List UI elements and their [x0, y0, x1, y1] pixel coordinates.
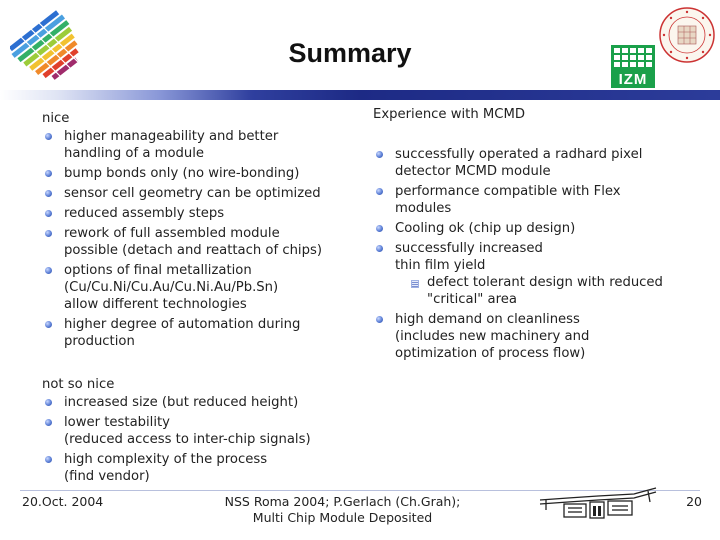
bullet-icon — [45, 230, 52, 237]
list-item-text: sensor cell geometry can be optimized — [64, 186, 321, 201]
list-item — [42, 165, 352, 182]
list-item-text: reduced assembly steps — [64, 206, 225, 221]
list-item-text: possible (detach and reattach of chips) — [64, 243, 322, 258]
list-item-text: "critical" area — [427, 292, 517, 307]
izm-grid-icon — [611, 45, 655, 71]
right-list — [373, 146, 703, 362]
izm-logo-label: IZM — [611, 71, 655, 88]
list-item-text: high complexity of the process — [64, 452, 268, 467]
list-item-text: successfully operated a radhard pixel — [395, 147, 643, 162]
footer-citation-line: Multi Chip Module Deposited — [252, 510, 433, 525]
list-item — [42, 128, 352, 162]
list-item — [373, 183, 703, 217]
left-section — [42, 110, 352, 353]
page-title: Summary — [288, 38, 412, 68]
sub-bullet-icon — [411, 280, 419, 288]
list-item — [42, 262, 352, 313]
bullet-icon — [45, 399, 52, 406]
list-item — [42, 225, 352, 259]
list-item — [373, 240, 703, 308]
list-item — [42, 394, 362, 411]
list-item-text: defect tolerant design with reduced — [427, 275, 663, 290]
right-section — [373, 106, 703, 365]
list-item — [42, 316, 352, 350]
list-item-text: (includes new machinery and — [395, 329, 590, 344]
left-list — [42, 128, 352, 350]
list-item-text: lower testability — [64, 415, 170, 430]
list-item — [373, 311, 703, 362]
list-item-text: bump bonds only (no wire-bonding) — [64, 166, 300, 181]
bullet-icon — [376, 225, 383, 232]
list-item-text: (find vendor) — [64, 469, 150, 484]
bottom-list — [42, 394, 362, 485]
list-item-text: detector MCMD module — [395, 164, 551, 179]
bottom-heading: not so nice — [42, 377, 115, 392]
bullet-icon — [45, 210, 52, 217]
list-item-text: thin film yield — [395, 258, 486, 273]
atlas-pixel-seal-icon — [658, 6, 716, 64]
list-item — [42, 205, 352, 222]
list-item-text: handling of a module — [64, 146, 205, 161]
bullet-icon — [376, 188, 383, 195]
list-item-text: higher degree of automation during — [64, 317, 301, 332]
bottom-section — [42, 376, 362, 488]
bullet-icon — [376, 151, 383, 158]
list-item — [42, 414, 362, 448]
footer-date: 20.Oct. 2004 — [22, 494, 104, 509]
footer-citation — [200, 494, 485, 526]
list-item — [42, 451, 362, 485]
list-item-text: optimization of process flow) — [395, 346, 586, 361]
footer-citation-line: NSS Roma 2004; P.Gerlach (Ch.Grah); — [224, 494, 461, 509]
list-item — [373, 146, 703, 180]
list-item-text: options of final metallization — [64, 263, 252, 278]
title-bar — [0, 90, 720, 100]
page-number: 20 — [686, 494, 702, 509]
pixel-module-sketch-icon — [538, 486, 658, 526]
bullet-icon — [376, 316, 383, 323]
sub-list — [395, 274, 703, 308]
list-item-text: (Cu/Cu.Ni/Cu.Au/Cu.Ni.Au/Pb.Sn) — [64, 280, 279, 295]
bullet-icon — [45, 267, 52, 274]
list-item — [42, 185, 352, 202]
izm-logo — [611, 45, 655, 88]
bullet-icon — [45, 190, 52, 197]
list-item-text: production — [64, 334, 135, 349]
bullet-icon — [45, 133, 52, 140]
bullet-icon — [45, 170, 52, 177]
list-item — [373, 220, 703, 237]
list-item-text: high demand on cleanliness — [395, 312, 580, 327]
list-item-text: higher manageability and better — [64, 129, 279, 144]
sub-list-item — [395, 274, 703, 308]
bullet-icon — [376, 245, 383, 252]
list-item-text: Cooling ok (chip up design) — [395, 221, 576, 236]
list-item-text: (reduced access to inter-chip signals) — [64, 432, 311, 447]
list-item-text: performance compatible with Flex — [395, 184, 621, 199]
right-heading: Experience with MCMD — [373, 107, 526, 122]
list-item-text: increased size (but reduced height) — [64, 395, 299, 410]
bullet-icon — [45, 456, 52, 463]
bullet-icon — [45, 419, 52, 426]
list-item-text: rework of full assembled module — [64, 226, 280, 241]
left-heading: nice — [42, 111, 70, 126]
list-item-text: allow different technologies — [64, 297, 247, 312]
list-item-text: modules — [395, 201, 452, 216]
list-item-text: successfully increased — [395, 241, 543, 256]
bullet-icon — [45, 321, 52, 328]
